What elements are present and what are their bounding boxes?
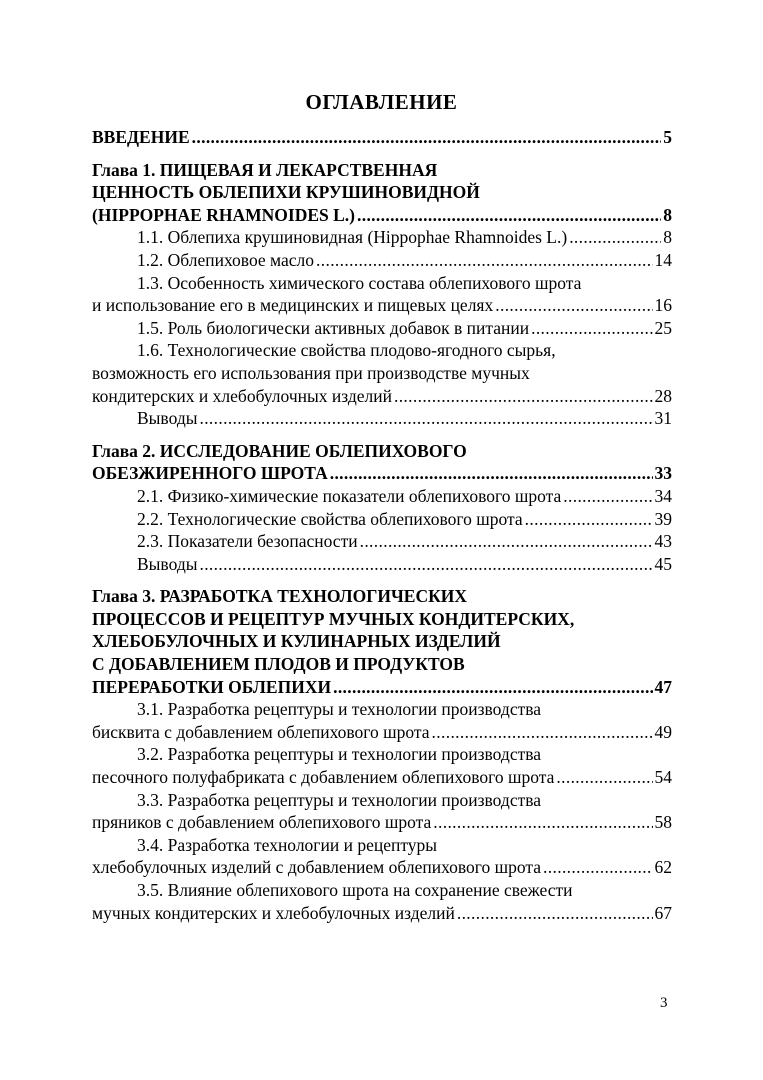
toc-entry-line: 3.4. Разработка технологии и рецептуры xyxy=(137,834,438,855)
toc-entry-label: 1.1. Облепиха крушиновидная (Hippophae Rhamnoides L.) xyxy=(137,227,568,248)
toc-page-number: 47 xyxy=(654,676,672,697)
toc-entry-label: Выводы xyxy=(137,553,198,574)
toc-entry-1-5[interactable] xyxy=(92,317,672,340)
toc-page-number: 31 xyxy=(654,408,672,429)
toc-entry-line: 1.3. Особенность химического состава облепихового шрота xyxy=(137,272,582,293)
toc-page-number: 28 xyxy=(654,385,672,406)
toc-entry-3-4[interactable] xyxy=(92,856,672,879)
dot-leader xyxy=(316,249,652,272)
dot-leader xyxy=(333,676,652,699)
toc-page-number: 16 xyxy=(654,295,672,316)
dot-leader xyxy=(330,462,653,485)
toc-chapter-1 xyxy=(92,159,672,430)
chapter-heading-line: ПРОЦЕССОВ И РЕЦЕПТУР МУЧНЫХ КОНДИТЕРСКИХ, xyxy=(92,608,575,629)
toc-entry-label: 1.2. Облепиховое масло xyxy=(137,249,315,270)
chapter-heading-line: Глава 3. РАЗРАБОТКА ТЕХНОЛОГИЧЕСКИХ xyxy=(92,586,468,607)
toc-page-number: 39 xyxy=(654,508,672,529)
dot-leader xyxy=(569,226,661,249)
toc-entry-3-2[interactable] xyxy=(92,766,672,789)
dot-leader xyxy=(433,811,652,834)
toc-page-number: 34 xyxy=(654,485,672,506)
toc-page-number: 49 xyxy=(654,721,672,742)
toc-page-number: 43 xyxy=(654,531,672,552)
toc-entry-label: 1.5. Роль биологически активных добавок в питании xyxy=(137,317,530,338)
toc-page-number: 8 xyxy=(663,204,672,225)
toc-entry-1-2[interactable] xyxy=(92,249,672,272)
toc-chapter-2 xyxy=(92,440,672,576)
toc-page-number: 54 xyxy=(654,767,672,788)
toc-entry-chapter-2[interactable] xyxy=(92,462,672,485)
toc-entry-label: хлебобулочных изделий с добавлением облепихового шрота xyxy=(92,857,542,878)
dot-leader xyxy=(495,294,652,317)
dot-leader xyxy=(556,766,652,789)
dot-leader xyxy=(357,204,661,227)
toc-entry-label: мучных кондитерских и хлебобулочных изделий xyxy=(92,902,455,923)
toc-entry-2-2[interactable] xyxy=(92,508,672,531)
toc-entry-label: ВВЕДЕНИЕ xyxy=(92,127,190,147)
dot-leader xyxy=(199,407,652,430)
toc-page-number: 45 xyxy=(654,553,672,574)
toc-entry-chapter-1[interactable] xyxy=(92,204,672,227)
toc-entry-1-1[interactable] xyxy=(92,226,672,249)
toc-entry-label: 2.2. Технологические свойства облепихового шрота xyxy=(137,508,523,529)
toc-page-number: 14 xyxy=(654,249,672,270)
table-of-contents xyxy=(92,126,672,924)
page-title: ОГЛАВЛЕНИЕ xyxy=(305,90,458,114)
toc-page-number: 33 xyxy=(654,463,672,484)
toc-entry-line: возможность его использования при производстве мучных xyxy=(92,362,530,383)
toc-entry-label: ОБЕЗЖИРЕННОГО ШРОТА xyxy=(92,463,328,484)
toc-entry-label: песочного полуфабриката с добавлением облепихового шрота xyxy=(92,767,555,788)
dot-leader xyxy=(432,721,653,744)
toc-page-number: 62 xyxy=(654,857,672,878)
toc-entry-chapter-1-conclusions[interactable] xyxy=(92,407,672,430)
toc-entry-label: 2.1. Физико-химические показатели облепихового шрота xyxy=(137,485,562,506)
toc-entry-intro[interactable] xyxy=(92,126,672,149)
toc-page-number: 5 xyxy=(663,127,672,147)
toc-entry-line: 3.3. Разработка рецептуры и технологии производства xyxy=(137,789,542,810)
toc-entry-label: Выводы xyxy=(137,408,198,429)
dot-leader xyxy=(199,553,652,576)
toc-entry-label: кондитерских и хлебобулочных изделий xyxy=(92,385,392,406)
chapter-heading-line: Глава 1. ПИЩЕВАЯ И ЛЕКАРСТВЕННАЯ xyxy=(92,159,438,180)
toc-entry-label: и использование его в медицинских и пищевых целях xyxy=(92,295,494,316)
dot-leader xyxy=(531,317,652,340)
toc-entry-3-3[interactable] xyxy=(92,811,672,834)
toc-entry-label: (HIPPOPHAE RHAMNOIDES L.) xyxy=(92,204,355,225)
toc-entry-1-3[interactable] xyxy=(92,294,672,317)
toc-page-number: 58 xyxy=(654,812,672,833)
dot-leader xyxy=(457,902,653,925)
chapter-heading-line: ХЛЕБОБУЛОЧНЫХ И КУЛИНАРНЫХ ИЗДЕЛИЙ xyxy=(92,631,501,652)
dot-leader xyxy=(543,856,652,879)
toc-entry-line: 3.5. Влияние облепихового шрота на сохранение свежести xyxy=(137,880,573,900)
chapter-heading-line: С ДОБАВЛЕНИЕМ ПЛОДОВ И ПРОДУКТОВ xyxy=(92,654,465,675)
toc-page-number: 67 xyxy=(654,902,672,923)
dot-leader xyxy=(394,385,653,408)
toc-chapter-3 xyxy=(92,585,672,924)
toc-entry-line: 3.1. Разработка рецептуры и технологии производства xyxy=(137,699,542,720)
toc-entry-2-3[interactable] xyxy=(92,530,672,553)
chapter-heading-line: ЦЕННОСТЬ ОБЛЕПИХИ КРУШИНОВИДНОЙ xyxy=(92,182,480,203)
dot-leader xyxy=(525,508,653,531)
toc-entry-label: пряников с добавлением облепихового шрота xyxy=(92,812,432,833)
toc-entry-1-6[interactable] xyxy=(92,385,672,408)
dot-leader xyxy=(563,485,652,508)
toc-entry-2-1[interactable] xyxy=(92,485,672,508)
toc-entry-line: 1.6. Технологические свойства плодово-ягодного сырья, xyxy=(137,340,556,361)
dot-leader xyxy=(360,530,653,553)
toc-entry-label: бисквита с добавлением облепихового шрота xyxy=(92,721,430,742)
toc-entry-chapter-3[interactable] xyxy=(92,676,672,699)
toc-entry-3-5[interactable] xyxy=(92,902,672,925)
chapter-heading-line: Глава 2. ИССЛЕДОВАНИЕ ОБЛЕПИХОВОГО xyxy=(92,440,467,461)
toc-entry-label: ПЕРЕРАБОТКИ ОБЛЕПИХИ xyxy=(92,676,332,697)
toc-entry-3-1[interactable] xyxy=(92,721,672,744)
toc-page-number: 8 xyxy=(663,227,672,248)
toc-entry-chapter-2-conclusions[interactable] xyxy=(92,553,672,576)
toc-entry-line: 3.2. Разработка рецептуры и технологии производства xyxy=(137,744,542,765)
dot-leader xyxy=(192,126,662,149)
page-number: 3 xyxy=(660,995,668,1011)
toc-page-number: 25 xyxy=(654,317,672,338)
toc-entry-label: 2.3. Показатели безопасности xyxy=(137,531,358,552)
